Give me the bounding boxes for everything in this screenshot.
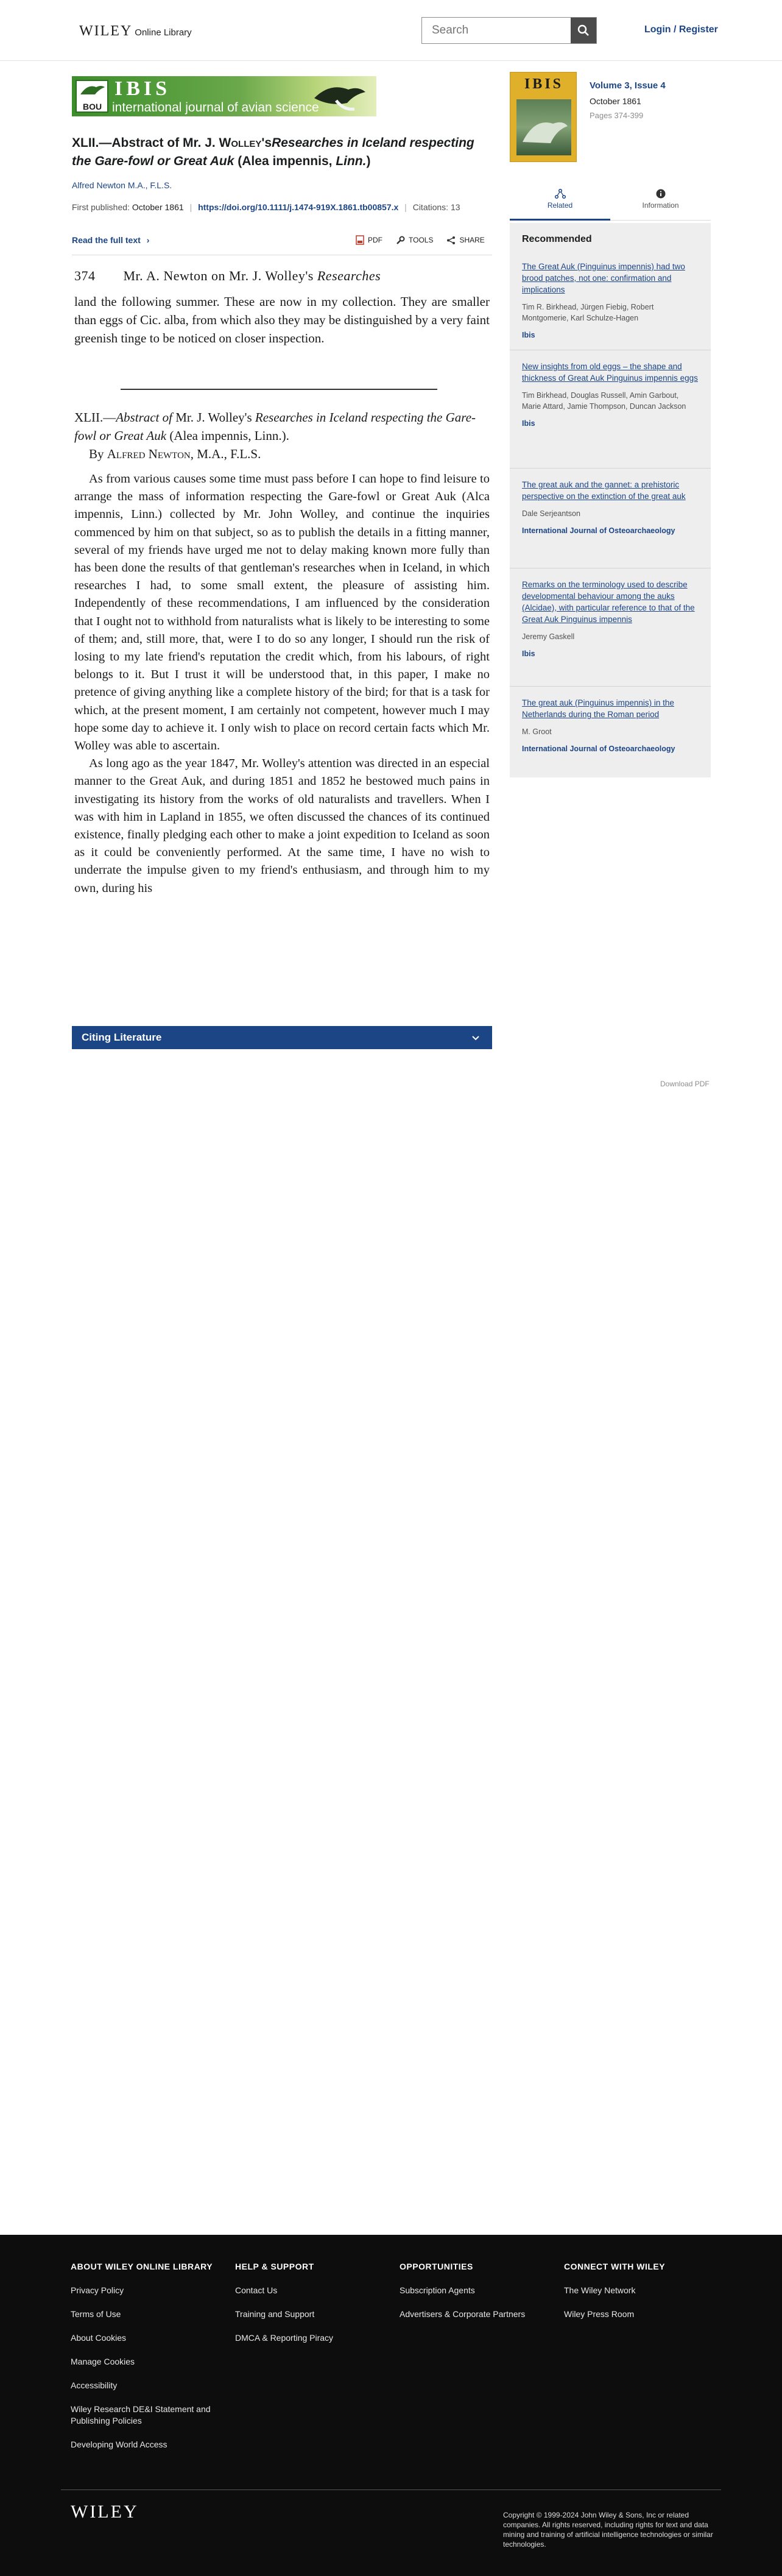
login-register-link[interactable]: Login / Register [644,24,718,35]
heading-italic: Researches in Iceland respecting the Gare-fowl or Great Auk [74,410,476,443]
bird-logo-icon [77,81,107,99]
footer-column-opportunities [400,2262,558,2332]
site-header [0,0,782,61]
author-link[interactable]: Alfred Newton M.A., F.L.S. [72,180,172,190]
footer-column-connect [564,2262,722,2332]
recommended-item-authors: Jeremy Gaskell [522,632,575,641]
footer-link-about-cookies[interactable]: About Cookies [71,2333,127,2343]
side-tabs [510,183,711,221]
journal-banner[interactable] [72,76,376,116]
bou-logo [76,80,108,113]
search-button[interactable] [571,18,596,43]
share-icon [446,236,456,245]
recommended-item-authors: Tim R. Birkhead, Jürgen Fiebig, Robert Montgomerie, Karl Schulze-Hagen [522,303,654,322]
share-label: SHARE [459,236,485,244]
recommended-item-title[interactable]: New insights from old eggs – the shape and thickness of Great Auk Pinguinus impennis eggs [522,362,698,383]
footer-wiley-logo[interactable]: WILEY [71,2502,139,2522]
footer-heading: HELP & SUPPORT [235,2262,314,2271]
recommended-item-title[interactable]: Remarks on the terminology used to describe developmental behaviour among the auks (Alcidae), with particular reference to that of the Great Auk Pinguinus impennis [522,580,695,624]
recommended-item [510,261,711,339]
pdf-icon [356,235,364,245]
read-full-text-label: Read the full text [72,235,141,245]
heading-tail: (Alea impennis, Linn.). [166,428,289,443]
recommended-item-title[interactable]: The great auk (Pinguinus impennis) in the Netherlands during the Roman period [522,698,674,719]
footer-link-advertisers[interactable]: Advertisers & Corporate Partners [400,2309,526,2319]
search-input[interactable] [422,18,571,43]
footer-link-dmca[interactable]: DMCA & Reporting Piracy [235,2333,334,2343]
recommended-item-journal[interactable]: Ibis [522,419,535,428]
heading-italic: Abstract of [116,410,172,425]
scan-article-heading [74,408,490,463]
citing-literature-label: Citing Literature [82,1031,162,1043]
recommended-panel [510,223,711,777]
pdf-label: PDF [368,236,382,244]
read-full-text-link[interactable] [72,235,149,245]
recommended-item-journal[interactable]: International Journal of Osteoarchaeology [522,526,675,535]
separator: | [404,202,407,212]
recommended-item-authors: Tim Birkhead, Douglas Russell, Amin Garbout, Marie Attard, Jamie Thompson, Duncan Jackson [522,391,686,411]
cover-image [516,99,571,155]
site-footer [0,2235,782,2576]
separator: | [189,202,192,212]
tab-related-label: Related [547,201,573,210]
footer-link-terms[interactable]: Terms of Use [71,2309,121,2319]
title-smallcaps: olley [231,136,262,150]
tab-information[interactable] [610,183,711,221]
publication-info [72,202,460,212]
running-head-text: Mr. A. Newton on Mr. J. Wolley's [123,268,314,283]
page-number: 374 [74,268,96,283]
footer-link-developing-world[interactable]: Developing World Access [71,2440,167,2449]
first-published-label: First published: [72,202,130,212]
recommended-item-journal[interactable]: Ibis [522,331,535,339]
pdf-button[interactable] [356,235,382,245]
first-published-date: October 1861 [132,202,184,212]
footer-heading: CONNECT WITH WILEY [564,2262,666,2271]
banner-subtitle: international journal of avian science [112,101,319,115]
title-italic: Researches in Iceland respecting the Gare-fowl or Great Auk [72,136,474,168]
footer-heading: OPPORTUNITIES [400,2262,473,2271]
footer-link-wiley-network[interactable]: The Wiley Network [564,2285,636,2295]
recommended-item-authors: M. Groot [522,727,552,736]
recommended-item-title[interactable]: The great auk and the gannet: a prehistoric perspective on the extinction of the great auk [522,480,686,501]
footer-divider [61,2489,721,2490]
title-part: (Alea impennis, [234,154,336,168]
volume-issue-link[interactable]: Volume 3, Issue 4 [590,80,666,91]
footer-link-press-room[interactable]: Wiley Press Room [564,2309,635,2319]
info-icon [656,189,666,199]
footer-link-dei[interactable]: Wiley Research DE&I Statement and Publishing Policies [71,2404,211,2426]
heading-lead: XLII.— [74,410,116,425]
doi-link[interactable]: https://doi.org/10.1111/j.1474-919X.1861.tb00857.x [198,202,399,212]
bird-illustration-icon [312,80,367,113]
chevron-right-icon: › [146,235,150,245]
page-range: Pages 374-399 [590,111,644,120]
recommended-item-authors: Dale Serjeantson [522,509,580,518]
footer-link-accessibility[interactable]: Accessibility [71,2380,118,2390]
tab-related[interactable] [510,183,610,221]
recommended-item-journal[interactable]: Ibis [522,649,535,658]
wrench-icon [396,236,405,245]
scan-previous-paragraph: land the following summer. These are now in my collection. They are smaller than eggs of Cic. alba, from which also they may be distinguished by a very faint greenish tinge to be noticed on closer inspection. [74,294,490,345]
download-pdf-link[interactable]: Download PDF [660,1080,710,1088]
title-part: ) [366,154,371,168]
running-head-italic: Researches [317,268,381,283]
heading-by: By [89,447,107,461]
divider [510,468,711,469]
first-page-preview [72,268,492,1048]
related-icon [555,189,566,199]
citing-literature-toggle[interactable] [72,1026,492,1049]
footer-link-subscription-agents[interactable]: Subscription Agents [400,2285,475,2295]
search-box [421,17,597,44]
scan-body [74,470,490,897]
footer-link-contact[interactable]: Contact Us [235,2285,278,2295]
logo-subtitle: Online Library [135,27,192,38]
recommended-item-title[interactable]: The Great Auk (Pinguinus impennis) had two brood patches, not one: confirmation and implications [522,262,685,294]
heading-author: Alfred Newton, M.A., F.L.S. [107,447,261,461]
issue-date: October 1861 [590,96,641,106]
recommended-item [510,697,711,753]
footer-link-privacy[interactable]: Privacy Policy [71,2285,124,2295]
banner-title: IBIS [114,77,171,100]
cover-title: IBIS [524,76,564,92]
scan-paragraph: As long ago as the year 1847, Mr. Wolley's attention was directed in an especial manner to the Great Auk, and during 1851 and 1852 he bestowed much pains in investigating its history from the works of old naturalists and travellers. When I was with him in Lapland in 1855, we often discussed the chances of its continued existence, finally pledging each other to make a joint expedition to Iceland as soon as it could be conveniently performed. At the same time, I have no wish to underrate the impulse given to my friend's enthusiasm, and through him to my own, during his [74,757,490,895]
section-rule [121,389,437,390]
footer-column-help [235,2262,393,2356]
logo-wordmark: WILEY [79,23,133,39]
footer-heading: ABOUT WILEY ONLINE LIBRARY [71,2262,213,2271]
journal-cover[interactable] [510,72,577,162]
article-tools [356,235,485,245]
tab-information-label: Information [642,201,679,210]
article-title [72,134,492,171]
title-part: XLII.—Abstract of Mr. J. W [72,136,231,150]
scan-paragraph: As from various causes some time must pass before I can hope to find leisure to arrange the mass of information respecting the Gare-fowl or Great Auk (Alca impennis, Linn.) collected by Mr. John Wolley, and continue the inquiries commenced by him on that subject, so as to publish the details in a fitting manner, several of my friends have urged me not to delay making known more fully than has been done the results of that gentleman's researches when in Iceland, in which researches I had, to some small extent, the pleasure of assisting him. Independently of these recommendations, I am influenced by the consideration that I ought not to withhold from naturalists what is likely to be interesting to some of them; and, still more, that, were I to do so any longer, I should run the risk of losing to my late friend's reputation the credit which, from his labours, of right belongs to it. But I trust it will be understood that, in this paper, I make no pretence of giving anything like a complete history of the bird; for that is a task for which, at the present moment, I am certainly not competent, however much I may hope some day to achieve it. I only wish to place on record certain facts which Mr. Wolley was able to ascertain. [74,472,490,753]
footer-column-about [71,2262,229,2463]
divider [510,686,711,687]
title-linn: Linn. [336,154,367,168]
recommended-item [510,361,711,428]
wiley-online-library-logo[interactable] [79,23,192,40]
tools-label: TOOLS [409,236,434,244]
heading-mid: Mr. J. Wolley's [172,410,255,425]
footer-copyright: Copyright © 1999-2024 John Wiley & Sons, Inc or related companies. All rights reserved, including rights for text and data mining and training of artificial intelligence technologies or similar technologies. [503,2511,713,2549]
footer-link-training[interactable]: Training and Support [235,2309,315,2319]
recommended-item [510,579,711,658]
chevron-down-icon [470,1032,481,1043]
bou-label: BOU [83,102,102,111]
running-head [74,268,381,284]
bird-illustration-icon [516,99,571,155]
share-button[interactable] [446,235,484,245]
recommended-item-journal[interactable]: International Journal of Osteoarchaeology [522,745,675,753]
search-icon [577,24,590,37]
tools-button[interactable] [396,235,433,245]
recommended-title: Recommended [522,234,592,244]
citations-count: Citations: 13 [412,202,460,212]
footer-link-manage-cookies[interactable]: Manage Cookies [71,2357,135,2366]
title-part: 's [261,136,272,150]
recommended-item [510,479,711,535]
